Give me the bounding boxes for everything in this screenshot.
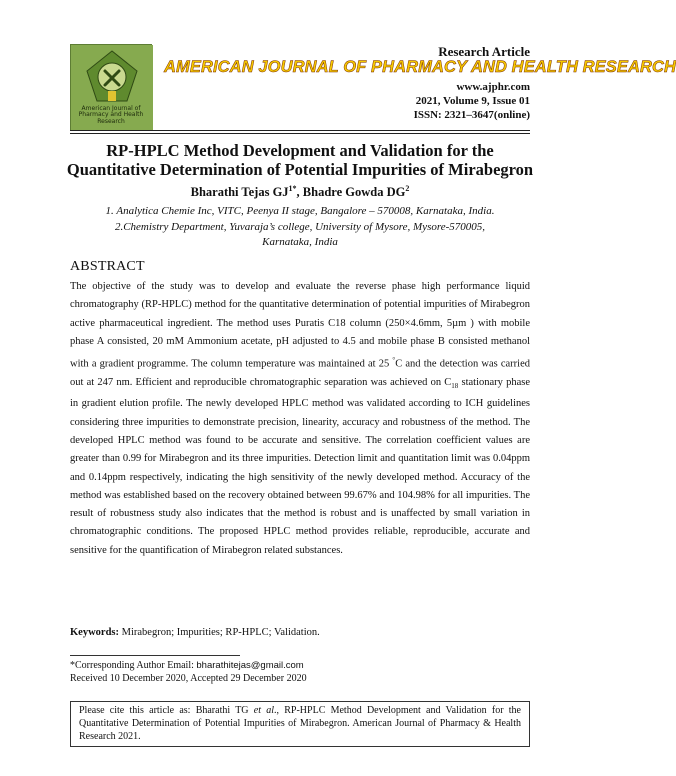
journal-volume-issue: 2021, Volume 9, Issue 01 [415,95,530,107]
paper-title [50,141,550,179]
keywords-label: Keywords: [70,627,119,638]
email-label: *Corresponding Author Email: [70,660,197,671]
header-rule-top [70,130,530,131]
author-2: Bhadre Gowda DG [302,185,406,200]
received-dates: Received 10 December 2020, Accepted 29 December 2020 [70,673,307,684]
affiliation-1: 1. Analytica Chemie Inc, VITC, Peenya II stage, Bangalore – 570008, Karnataka, India. [105,205,495,217]
journal-website[interactable]: www.ajphr.com [456,81,530,93]
citation-text: ., RP-HPLC Method Development and Validation for the Quantitative Determination of Potential Impurities of Mirabegron. American Journal of Pharmacy & Health Research 2021. [79,705,521,742]
affiliation-2: 2.Chemistry Department, Yuvaraja’s college, University of Mysore, Mysore-570005, [114,220,486,233]
abstract-part-2: C and the detection was carried out at 247 nm. Efficient and reproducible chromatographic separation was achieved on C [70,358,530,388]
author-1-marker: 1* [288,184,297,193]
author-list [50,184,550,200]
logo-text: American Journal of Pharmacy and Health Research [78,104,144,125]
degree-symbol: ° [392,356,396,365]
keywords-list: Mirabegron; Impurities; RP-HPLC; Validation. [119,627,320,638]
footnote [70,659,307,685]
journal-logo [70,44,152,130]
header-rule-bottom [70,133,530,134]
title-line-2: Quantitative Determination of Potential Impurities of Mirabegron [66,160,534,179]
c18-subscript: 18 [451,382,459,391]
journal-issn: ISSN: 2321–3647(online) [413,109,530,121]
abstract-heading: ABSTRACT [70,259,145,274]
citation-prefix: Please cite this article as: Bharathi TG [79,705,254,716]
article-type: Research Article [438,44,530,59]
title-line-1: RP-HPLC Method Development and Validation for the [106,141,494,160]
author-2-marker: 2 [405,184,410,193]
journal-meta [414,80,530,122]
author-1: Bharathi Tejas GJ [190,185,289,200]
abstract-text [70,278,530,560]
citation-box [70,701,530,747]
author-email[interactable]: bharathitejas@gmail.com [196,660,304,671]
footnote-rule [70,655,240,656]
journal-name: AMERICAN JOURNAL OF PHARMACY AND HEALTH RESEARCH [164,58,676,76]
affiliation-3: Karnataka, India [262,236,338,248]
abstract-part-1: The objective of the study was to develop and evaluate the reverse phase high performance liquid chromatography (RP-HPLC) method for the quantitative determination of potential impurities of Mirabegron active pharmaceutical ingredient. The method uses Puratis C18 column (250×4.6mm, 5µm ) with mobile phase A consisted, 20 mM Ammonium acetate, pH adjusted to 4.5 and mobile phase B consisted methanol with a gradient programme. The column temperature was maintained at 25 [70,281,530,370]
keywords [70,627,320,638]
abstract-part-3: stationary phase in gradient elution profile. The newly developed HPLC method was validated according to ICH guidelines considering three impurities to demonstrate precision, linearity, accuracy and robustness of the method. The developed HPLC method was found to be accurate and sensitive. The correlation coefficient values are greater than 0.99 for Mirabegron and its three impurities. Detection limit and quantitation limit was 0.04ppm and 0.14ppm respectively, indicating the high sensitivity of the newly developed method. Accuracy of the method was established based on the recovery obtained between 99.67% and 104.98% for all impurities. The result of robustness study also indicates that the method is robust and is unaffected by small variation in chromatographic conditions. The proposed HPLC method provides reliable, reproducible, accurate and sensitive for the quantification of Mirabegron related substances. [70,376,530,556]
citation-etal: et al [253,705,274,716]
author-separator: , [296,185,303,200]
affiliations [70,204,530,251]
